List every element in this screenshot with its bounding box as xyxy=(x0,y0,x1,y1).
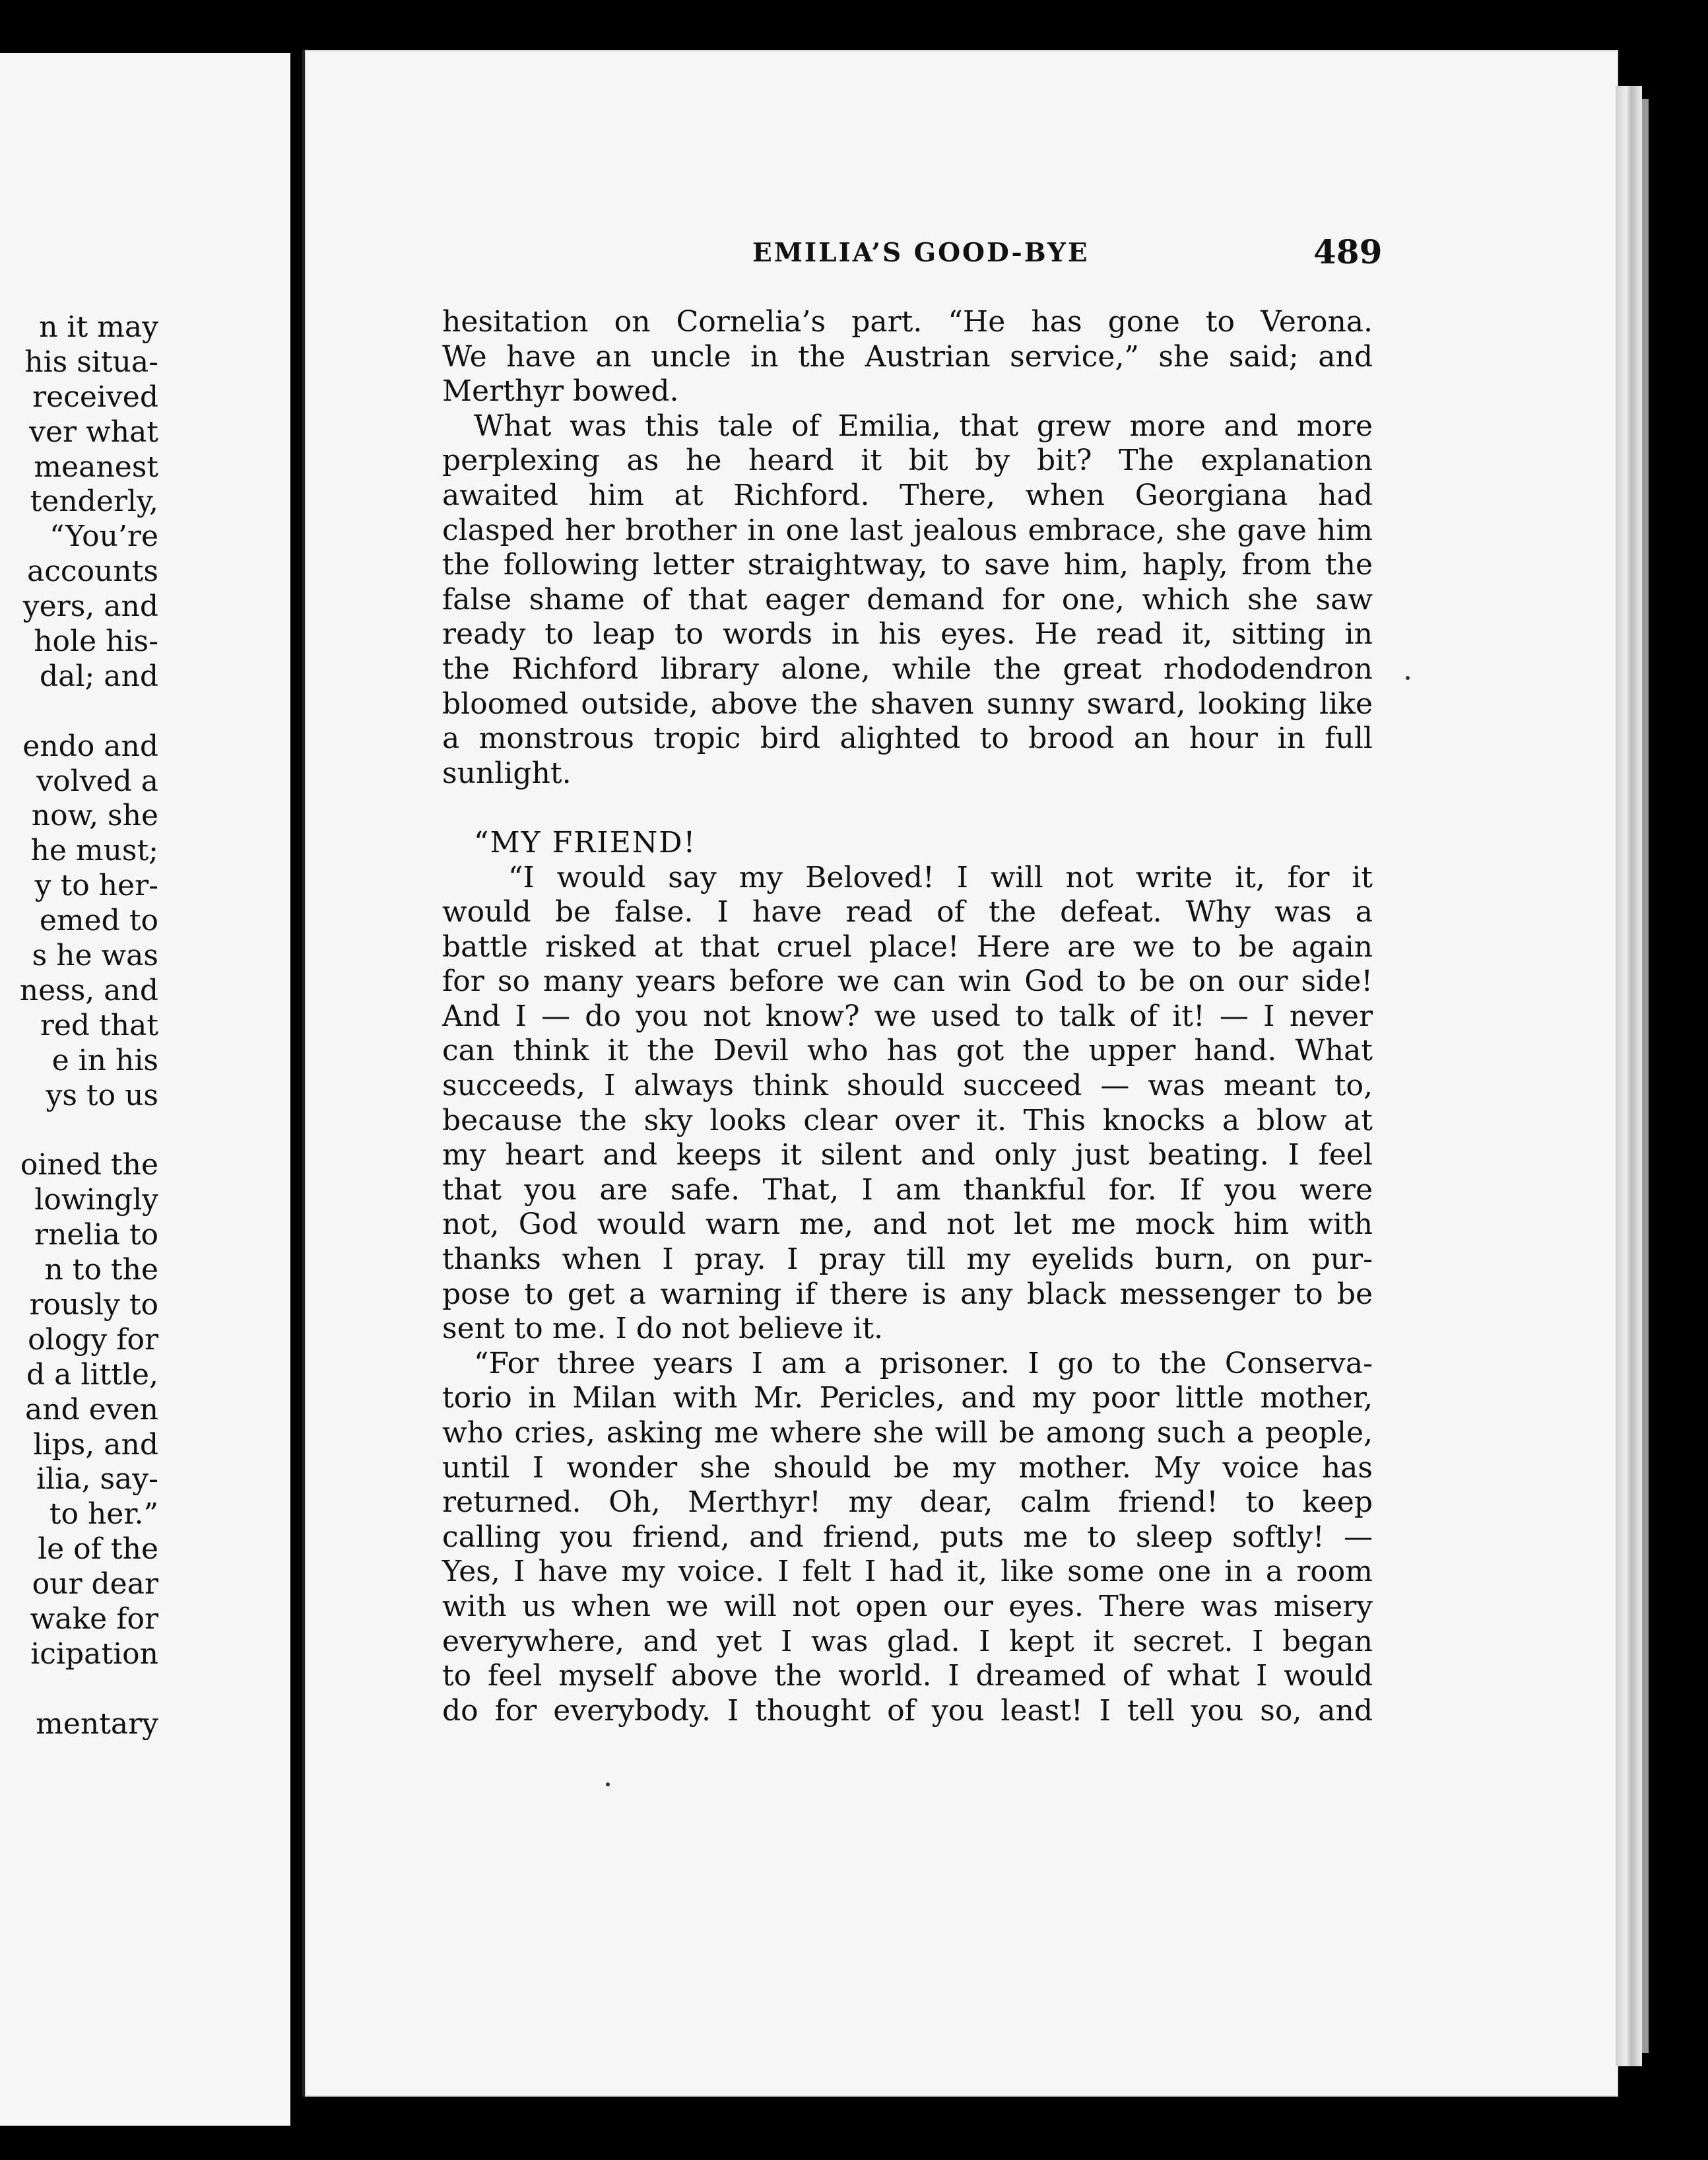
text-line: the Richford library alone, while the great rhododendron xyxy=(442,652,1373,686)
previous-page-line: accounts xyxy=(27,555,158,589)
text-line: that you are safe. That, I am thankful for. If you were xyxy=(442,1172,1373,1207)
previous-page-line: yers, and xyxy=(22,590,158,624)
page-edge xyxy=(1616,86,1642,2066)
previous-page-line: y to her- xyxy=(34,869,158,903)
previous-page-line: received xyxy=(32,380,158,414)
previous-page-line: endo and xyxy=(22,729,158,763)
text-line: sunlight. xyxy=(442,756,572,790)
text-line: with us when we will not open our eyes. There was misery xyxy=(442,1589,1373,1623)
text-line: for so many years before we can win God to be on our side! xyxy=(442,964,1373,999)
previous-page-line: meanest xyxy=(34,450,158,484)
previous-page-line: he must; xyxy=(30,834,158,868)
page-edge-shadow xyxy=(1642,99,1649,2053)
text-line: to feel myself above the world. I dreamed of what I would xyxy=(442,1659,1373,1693)
text-line: pose to get a warning if there is any black messenger to be xyxy=(442,1277,1373,1311)
text-line: who cries, asking me where she will be among such a people, xyxy=(442,1416,1373,1450)
print-speck xyxy=(606,1782,610,1786)
previous-page-line: lowingly xyxy=(34,1183,158,1217)
text-line: the following letter straightway, to save him, haply, from the xyxy=(442,548,1373,582)
paragraph-3 xyxy=(442,861,1373,1347)
text-line: everywhere, and yet I was glad. I kept it secret. I began xyxy=(442,1624,1373,1658)
previous-page-line: to her.” xyxy=(49,1497,158,1532)
previous-page-line: oined the xyxy=(20,1148,158,1182)
previous-page-line: emed to xyxy=(39,904,158,938)
text-line: not, God would warn me, and not let me mock him with xyxy=(442,1207,1373,1242)
text-line: a monstrous tropic bird alighted to brood an hour in full xyxy=(442,722,1373,756)
previous-page-line: n it may xyxy=(39,310,158,344)
previous-page-line: lips, and xyxy=(33,1427,158,1462)
text-line: We have an uncle in the Austrian service,” she said; and xyxy=(442,339,1373,374)
text-line: returned. Oh, Merthyr! my dear, calm friend! to keep xyxy=(442,1485,1373,1520)
previous-page-line: icipation xyxy=(30,1637,158,1671)
text-line: hesitation on Cornelia’s part. “He has gone to Verona. xyxy=(442,305,1373,339)
previous-page-line: now, she xyxy=(31,799,158,833)
previous-page-line: rously to xyxy=(29,1287,158,1322)
previous-page-line: mentary xyxy=(36,1706,158,1741)
previous-page-line: and even xyxy=(25,1392,158,1427)
text-line: ready to leap to words in his eyes. He read it, sitting in xyxy=(442,617,1373,652)
body-text xyxy=(442,305,1373,1728)
text-line: clasped her brother in one last jealous embrace, she gave him xyxy=(442,513,1373,547)
text-line: And I — do you not know? we used to talk of it! — I never xyxy=(442,999,1373,1033)
text-line: can think it the Devil who has got the upper hand. What xyxy=(442,1034,1373,1068)
previous-page-line: our dear xyxy=(32,1567,158,1602)
text-line: “For three years I am a prisoner. I go to the Conserva- xyxy=(474,1346,1373,1380)
previous-page-line: ilia, say- xyxy=(36,1462,158,1497)
text-line: perplexing as he heard it bit by bit? The explanation xyxy=(442,444,1373,478)
previous-page-line: tenderly, xyxy=(30,485,158,519)
text-line: until I wonder she should be my mother. My voice has xyxy=(442,1450,1373,1485)
print-speck xyxy=(1406,676,1410,680)
previous-page-line: d a little, xyxy=(26,1357,158,1392)
paragraph-1 xyxy=(442,305,1373,409)
previous-page-line: ver what xyxy=(29,415,158,449)
text-line: sent to me. I do not believe it. xyxy=(442,1312,884,1346)
previous-page-line: volved a xyxy=(36,764,158,798)
previous-page-line: wake for xyxy=(30,1602,158,1636)
previous-page-line: dal; and xyxy=(39,659,158,693)
running-head: EMILIA’S GOOD-BYE xyxy=(752,238,1090,268)
previous-page-line: “You’re xyxy=(49,520,158,554)
text-line: would be false. I have read of the defeat. Why was a xyxy=(442,895,1373,929)
text-line: my heart and keeps it silent and only just beating. I feel xyxy=(442,1138,1373,1172)
previous-page-text xyxy=(0,310,290,1742)
page-number: 489 xyxy=(1313,232,1383,271)
previous-page-line xyxy=(0,694,290,729)
previous-page-line: ness, and xyxy=(19,973,158,1007)
previous-page-line: ys to us xyxy=(46,1078,158,1112)
text-line: torio in Milan with Mr. Pericles, and my poor little mother, xyxy=(442,1381,1373,1415)
text-line: do for everybody. I thought of you least! I tell you so, and xyxy=(442,1693,1373,1728)
previous-page-line: le of the xyxy=(38,1532,158,1567)
text-line: awaited him at Richford. There, when Georgiana had xyxy=(442,478,1373,512)
text-line: because the sky looks clear over it. This knocks a blow at xyxy=(442,1103,1373,1137)
previous-page-line: n to the xyxy=(44,1253,158,1287)
previous-page-line: ology for xyxy=(28,1322,158,1357)
text-line: What was this tale of Emilia, that grew more and more xyxy=(474,409,1373,443)
paragraph-2 xyxy=(442,409,1373,792)
text-line: false shame of that eager demand for one, which she saw xyxy=(442,582,1373,617)
previous-page-line: s he was xyxy=(32,939,158,973)
previous-page-line: e in his xyxy=(51,1043,158,1077)
previous-page-line: rnelia to xyxy=(34,1218,158,1252)
text-line: battle risked at that cruel place! Here are we to be again xyxy=(442,929,1373,964)
previous-page-fragment xyxy=(0,53,290,2126)
paragraph-4 xyxy=(442,1347,1373,1729)
text-line: succeeds, I always think should succeed — was meant to, xyxy=(442,1069,1373,1103)
previous-page-line xyxy=(0,1113,290,1148)
previous-page-line xyxy=(0,1672,290,1707)
text-line: calling you friend, and friend, puts me to sleep softly! — xyxy=(442,1520,1373,1554)
letter-salutation: “MY FRIEND! xyxy=(474,825,697,860)
text-line: thanks when I pray. I pray till my eyelids burn, on pur- xyxy=(442,1242,1373,1277)
text-line: Yes, I have my voice. I felt I had it, like some one in a room xyxy=(442,1555,1373,1589)
text-line: “I would say my Beloved! I will not write it, for it xyxy=(508,860,1373,894)
previous-page-line: hole his- xyxy=(34,624,158,659)
paragraph-gap xyxy=(442,791,1373,826)
previous-page-line: red that xyxy=(40,1008,158,1042)
text-line: Merthyr bowed. xyxy=(442,374,679,409)
text-line: bloomed outside, above the shaven sunny sward, looking like xyxy=(442,687,1373,721)
previous-page-line: his situa- xyxy=(24,345,158,379)
